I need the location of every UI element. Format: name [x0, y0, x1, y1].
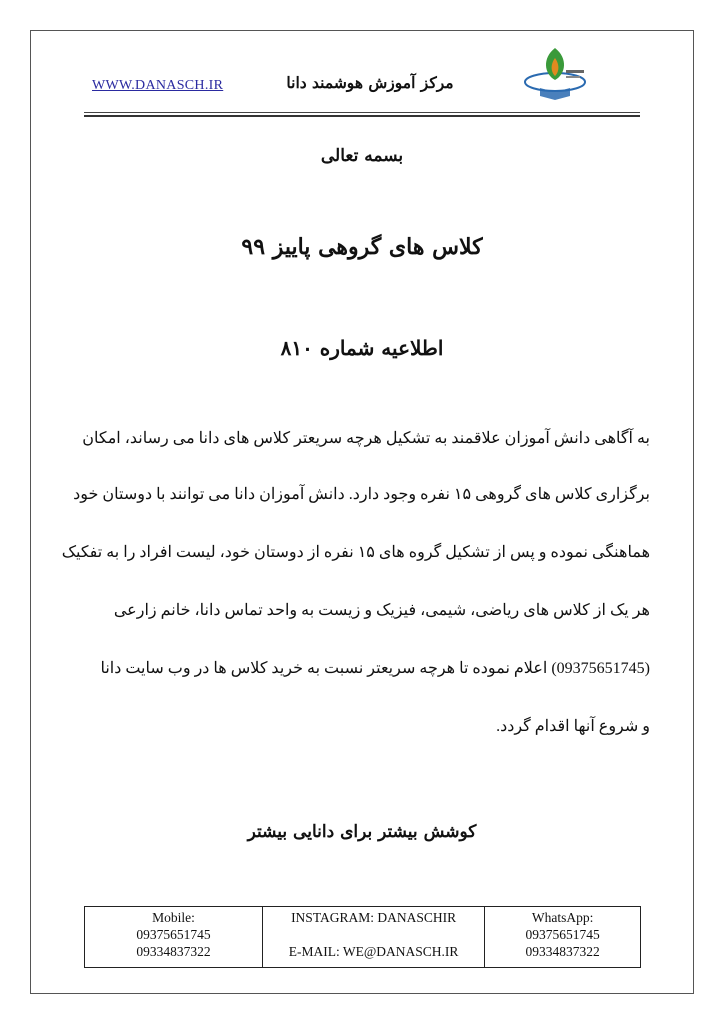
logo-text-line [566, 70, 584, 73]
mobile-label: Mobile: [152, 910, 195, 925]
contact-table [84, 906, 641, 968]
notice-number: اطلاعیه شماره ۸۱۰ [280, 336, 444, 360]
mobile-cell [85, 907, 263, 968]
page-border [30, 30, 694, 994]
email-address[interactable]: E-MAIL: WE@DANASCH.IR [288, 944, 459, 959]
logo-book [540, 88, 570, 100]
whatsapp-cell [485, 907, 641, 968]
body-line: و شروع آنها اقدام گردد. [496, 718, 650, 735]
website-link[interactable]: WWW.DANASCH.IR [92, 78, 224, 93]
body-line: هماهنگی نموده و پس از تشکیل گروه های ۱۵ نفره از دوستان خود، لیست افراد را به تفکیک [61, 544, 650, 561]
logo-text-line [566, 76, 580, 78]
header-divider [84, 112, 640, 113]
page-title: کلاس های گروهی پاییز ۹۹ [241, 234, 483, 260]
body-line: به آگاهی دانش آموزان علاقمند به تشکیل هرچه سریعتر کلاس های دانا می رساند، امکان [82, 430, 650, 447]
whatsapp-label: WhatsApp: [531, 910, 594, 925]
instagram-handle[interactable]: INSTAGRAM: DANASCHIR [291, 910, 457, 925]
whatsapp-number[interactable]: 09375651745 [525, 927, 600, 942]
social-cell [262, 907, 484, 968]
body-line: (09375651745) اعلام نموده تا هرچه سریعتر نسبت به خرید کلاس ها در وب سایت دانا [100, 660, 650, 677]
danasch-logo-icon [520, 40, 590, 108]
org-name: مرکز آموزش هوشمند دانا [286, 73, 454, 92]
whatsapp-number[interactable]: 09334837322 [525, 944, 600, 959]
header-divider-thick [84, 115, 640, 117]
slogan: کوشش بیشتر برای دانایی بیشتر [247, 822, 477, 842]
mobile-number[interactable]: 09375651745 [136, 927, 211, 942]
body-line: هر یک از کلاس های ریاضی، شیمی، فیزیک و زیست به واحد تماس دانا، خانم زارعی [113, 602, 650, 619]
mobile-number[interactable]: 09334837322 [136, 944, 211, 959]
body-line: برگزاری کلاس های گروهی ۱۵ نفره وجود دارد. دانش آموزان دانا می توانند با دوستان خود [73, 486, 650, 503]
basmala: بسمه تعالی [320, 146, 404, 166]
